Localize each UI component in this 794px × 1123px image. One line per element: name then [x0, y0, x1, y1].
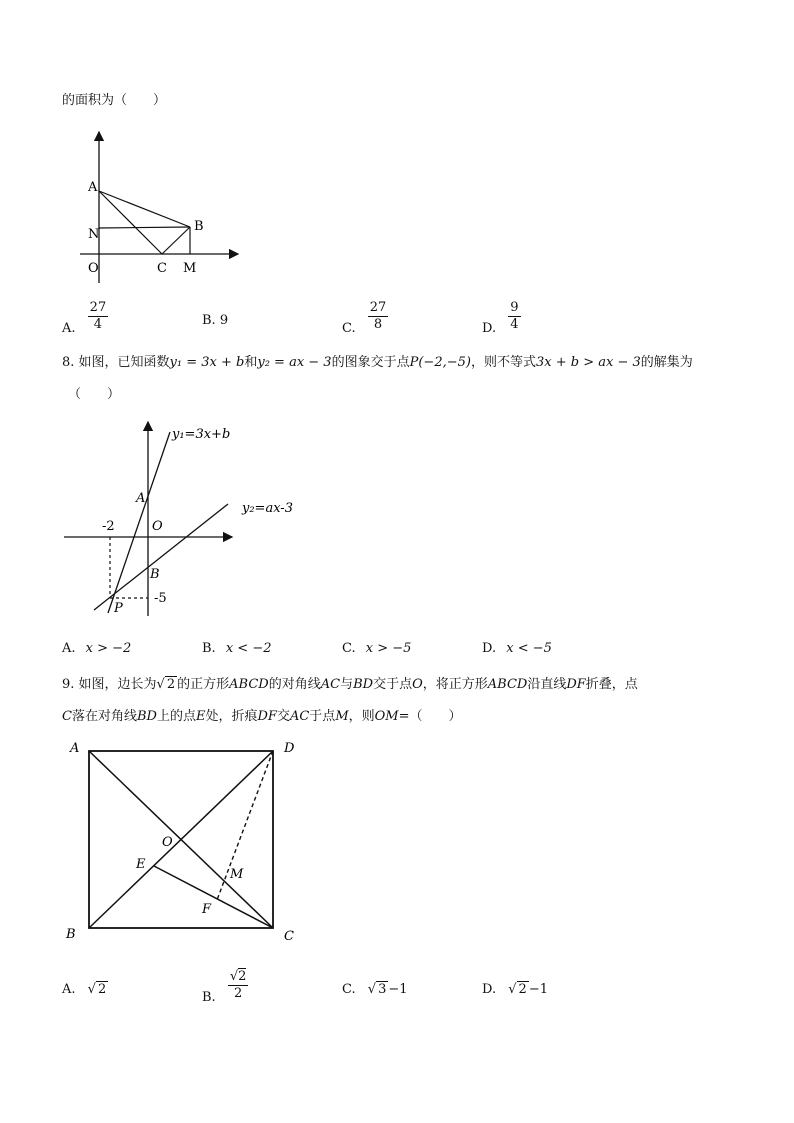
q7-option-c-fraction — [368, 300, 389, 333]
q9-option-d-tail: −1 — [528, 982, 548, 997]
q7-label-n: N — [88, 227, 100, 242]
q9-label-o: O — [162, 835, 173, 850]
q9-side-sqrt: √ 2 — [156, 677, 176, 692]
q9-df-1: DF — [566, 677, 586, 692]
q9-stem-text-3: 的对角线 — [268, 677, 321, 692]
q7-option-b[interactable] — [202, 312, 228, 330]
q7-option-d-fraction — [508, 300, 520, 333]
q7-segment-ab — [99, 191, 190, 227]
q8-label-neg2: -2 — [102, 519, 115, 534]
q8-option-b-text: x < −2 — [225, 641, 272, 656]
q8-stem-text-5: 的解集为 — [640, 355, 693, 370]
q8-label-a: A — [136, 491, 146, 506]
q9-stem-text-10: 上的点 — [156, 709, 196, 724]
q8-option-c[interactable] — [342, 640, 411, 658]
q8-option-d[interactable] — [482, 640, 552, 658]
q7-label-b: B — [194, 219, 204, 234]
q9-stem-text-6: ，将正方形 — [422, 677, 488, 692]
q9-label-m: M — [230, 867, 244, 882]
q7-option-b-letter: B. — [202, 313, 216, 328]
q8-inequality: 3x + b > ax − 3 — [535, 355, 641, 370]
q9-stem-line2 — [62, 708, 462, 726]
q9-bd-2: BD — [136, 709, 157, 724]
q9-stem-text-15: =（ ） — [398, 709, 462, 724]
q7-option-c[interactable] — [342, 300, 388, 336]
q9-option-d[interactable] — [482, 981, 548, 999]
q7-option-d-numerator: 9 — [510, 300, 519, 315]
q9-option-b-letter: B. — [202, 990, 216, 1005]
q7-label-a: A — [88, 180, 98, 195]
q7-option-d-denominator: 4 — [510, 317, 519, 332]
q8-option-b[interactable] — [202, 640, 271, 658]
q9-e-1: E — [195, 709, 206, 724]
q7-option-a-fraction — [88, 300, 109, 333]
q8-label-p: P — [114, 601, 123, 616]
q7-option-d-letter: D. — [482, 321, 497, 336]
q9-df-2: DF — [257, 709, 277, 724]
q9-option-d-radicand: 2 — [518, 982, 527, 997]
q9-stem-text-7: 沿直线 — [527, 677, 567, 692]
q9-label-f: F — [202, 902, 212, 917]
q8-label-b: B — [150, 567, 160, 582]
q7-label-c: C — [157, 261, 167, 276]
q8-stem-text-4: ，则不等式 — [470, 355, 536, 370]
q9-option-a[interactable] — [62, 981, 108, 999]
q9-stem-text-1: 9. 如图，边长为 — [62, 677, 157, 692]
q9-option-d-sqrt: √ 2 — [508, 982, 527, 997]
q8-y1-expression: y₁ = 3x + b — [169, 355, 245, 370]
q7-segment-nb — [99, 227, 190, 228]
q9-option-c-radicand: 3 — [378, 982, 387, 997]
q9-stem-text-11: 处，折痕 — [205, 709, 258, 724]
q7-segment-ac — [99, 191, 162, 254]
q7-option-c-numerator: 27 — [369, 300, 387, 315]
q9-option-c-letter: C. — [342, 982, 356, 997]
q8-label-y1: y₁=3x+b — [172, 427, 231, 442]
q8-option-b-letter: B. — [202, 641, 216, 656]
q9-stem-text-2: 的正方形 — [177, 677, 230, 692]
q8-option-c-text: x > −5 — [365, 641, 412, 656]
q7-tail-text: 的面积为（ ） — [62, 93, 167, 108]
q9-stem-line1 — [62, 676, 638, 694]
q8-option-a-letter: A. — [62, 641, 76, 656]
q8-label-o: O — [152, 519, 163, 534]
q9-ac-1: AC — [320, 677, 341, 692]
q9-option-c-tail: −1 — [388, 982, 408, 997]
q9-fold-df — [217, 751, 273, 900]
q9-stem-text-14: ，则 — [348, 709, 375, 724]
q8-stem-line1 — [62, 354, 693, 372]
q9-option-a-sqrt: √ 2 — [87, 982, 107, 997]
q9-option-b[interactable] — [202, 969, 248, 1005]
q9-stem-text-12: 交 — [276, 709, 290, 724]
q8-point-p: P(−2,−5) — [409, 355, 471, 370]
q7-option-c-letter: C. — [342, 321, 356, 336]
q7-option-c-denominator: 8 — [373, 317, 383, 332]
q8-stem-text-3: 的图象交于点 — [331, 355, 410, 370]
q9-stem-text-13: 于点 — [309, 709, 336, 724]
q9-label-c: C — [284, 929, 294, 944]
q9-side-radicand: 2 — [166, 677, 176, 692]
q9-segment-ec — [154, 866, 273, 928]
q8-figure — [62, 418, 302, 628]
q9-c-1: C — [62, 709, 72, 724]
q8-y2-expression: y₂ = ax − 3 — [257, 355, 332, 370]
q8-option-c-letter: C. — [342, 641, 356, 656]
q9-stem-text-5: 交于点 — [373, 677, 413, 692]
q7-label-o: O — [88, 261, 99, 276]
q9-option-a-letter: A. — [62, 982, 76, 997]
q7-option-a-denominator: 4 — [93, 317, 103, 332]
q9-o-1: O — [412, 677, 423, 692]
q9-option-c-sqrt: √ 3 — [367, 982, 387, 997]
q8-stem-text-2: 和 — [244, 355, 258, 370]
q9-option-b-denominator: 2 — [233, 986, 243, 1001]
q7-option-a-letter: A. — [62, 321, 76, 336]
q9-bd-1: BD — [353, 677, 374, 692]
q7-option-b-text: 9 — [219, 313, 229, 328]
q7-option-a[interactable] — [62, 300, 108, 336]
q8-option-a[interactable] — [62, 640, 131, 658]
q7-label-m: M — [183, 261, 197, 276]
q8-label-neg5: -5 — [154, 591, 167, 606]
q8-option-a-text: x > −2 — [85, 641, 132, 656]
q9-stem-text-4: 与 — [340, 677, 354, 692]
q9-stem-text-9: 落在对角线 — [71, 709, 137, 724]
q9-label-b: B — [66, 927, 76, 942]
q7-segment-cb — [162, 227, 190, 254]
q9-label-e: E — [136, 857, 146, 872]
q9-label-d: D — [284, 741, 295, 756]
q9-option-d-letter: D. — [482, 982, 497, 997]
q8-stem-line2: （ ） — [68, 387, 121, 402]
q9-option-a-radicand: 2 — [97, 982, 107, 997]
q8-option-d-text: x < −5 — [506, 641, 552, 656]
q9-option-b-numerator: √2 — [229, 969, 247, 984]
q9-stem-text-8: 折叠，点 — [585, 677, 638, 692]
q9-abcd-1: ABCD — [229, 677, 269, 692]
q8-label-y2: y₂=ax-3 — [242, 501, 293, 516]
q7-figure — [80, 128, 250, 288]
q9-label-a: A — [70, 741, 80, 756]
q9-m-1: M — [335, 709, 349, 724]
q9-ac-2: AC — [289, 709, 310, 724]
q7-option-d[interactable] — [482, 300, 521, 336]
q8-option-d-letter: D. — [482, 641, 497, 656]
q7-option-a-numerator: 27 — [89, 300, 107, 315]
q9-om: OM — [374, 709, 399, 724]
q9-option-c[interactable] — [342, 981, 408, 999]
q9-abcd-2: ABCD — [487, 677, 528, 692]
q9-option-b-fraction — [228, 969, 249, 1002]
q9-figure — [62, 738, 312, 948]
q9-option-b-radicand: 2 — [238, 969, 247, 984]
q8-stem-text-1: 8. 如图，已知函数 — [62, 355, 170, 370]
